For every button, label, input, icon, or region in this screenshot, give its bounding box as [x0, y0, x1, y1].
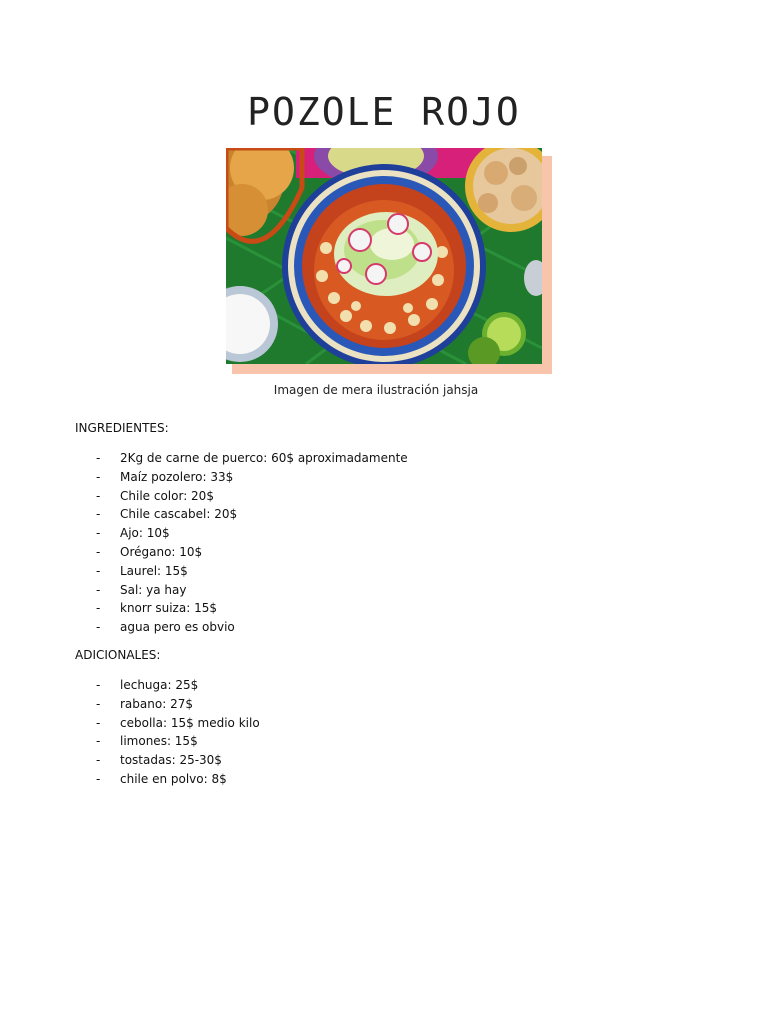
image-caption: Imagen de mera ilustración jahsja	[273, 383, 479, 397]
ingredients-heading: INGREDIENTES:	[75, 421, 169, 435]
list-item	[96, 581, 408, 600]
list-item	[96, 543, 408, 562]
bullet-dash: -	[96, 753, 101, 768]
list-item	[96, 487, 408, 506]
list-item	[96, 770, 260, 789]
list-item-text: chile en polvo: 8$	[120, 771, 227, 786]
bullet-dash: -	[96, 734, 101, 749]
list-item-text: Ajo: 10$	[120, 526, 170, 541]
bullet-dash: -	[96, 678, 101, 692]
list-item-text: Laurel: 15$	[120, 563, 188, 578]
bullet-dash: -	[96, 469, 101, 484]
list-item-text: rabano: 27$	[120, 696, 193, 711]
list-item	[96, 714, 260, 733]
list-item-text: limones: 15$	[120, 734, 198, 749]
ingredients-list	[96, 449, 408, 637]
list-item	[96, 695, 260, 714]
bullet-dash: -	[96, 601, 101, 616]
pozole-photo-frame	[226, 148, 552, 374]
bullet-dash: -	[96, 563, 101, 578]
list-item	[96, 505, 408, 524]
bullet-dash: -	[96, 771, 101, 786]
bullet-dash: -	[96, 620, 101, 635]
bullet-dash: -	[96, 526, 101, 541]
additionals-list	[96, 676, 260, 789]
list-item	[96, 468, 408, 487]
list-item-text: lechuga: 25$	[120, 678, 199, 692]
bullet-dash: -	[96, 544, 101, 559]
list-item	[96, 524, 408, 543]
list-item	[96, 618, 408, 637]
bullet-dash: -	[96, 451, 101, 465]
pozole-photo	[226, 148, 542, 364]
bullet-dash: -	[96, 507, 101, 522]
list-item-text: knorr suiza: 15$	[120, 601, 217, 616]
bullet-dash: -	[96, 696, 101, 711]
list-item-text: Chile cascabel: 20$	[120, 507, 238, 522]
list-item-text: Chile color: 20$	[120, 488, 214, 503]
page-title: POZOLE ROJO	[247, 90, 521, 134]
list-item	[96, 732, 260, 751]
list-item	[96, 449, 408, 468]
list-item	[96, 751, 260, 770]
list-item-text: Sal: ya hay	[120, 582, 187, 597]
list-item-text: cebolla: 15$ medio kilo	[120, 715, 260, 730]
bullet-dash: -	[96, 488, 101, 503]
additionals-heading: ADICIONALES:	[75, 648, 161, 662]
list-item-text: agua pero es obvio	[120, 620, 235, 635]
list-item-text: 2Kg de carne de puerco: 60$ aproximadamente	[120, 451, 408, 465]
list-item	[96, 676, 260, 695]
bullet-dash: -	[96, 715, 101, 730]
list-item-text: Maíz pozolero: 33$	[120, 469, 234, 484]
list-item-text: tostadas: 25-30$	[120, 753, 222, 768]
list-item	[96, 562, 408, 581]
bullet-dash: -	[96, 582, 101, 597]
list-item	[96, 599, 408, 618]
list-item-text: Orégano: 10$	[120, 544, 203, 559]
